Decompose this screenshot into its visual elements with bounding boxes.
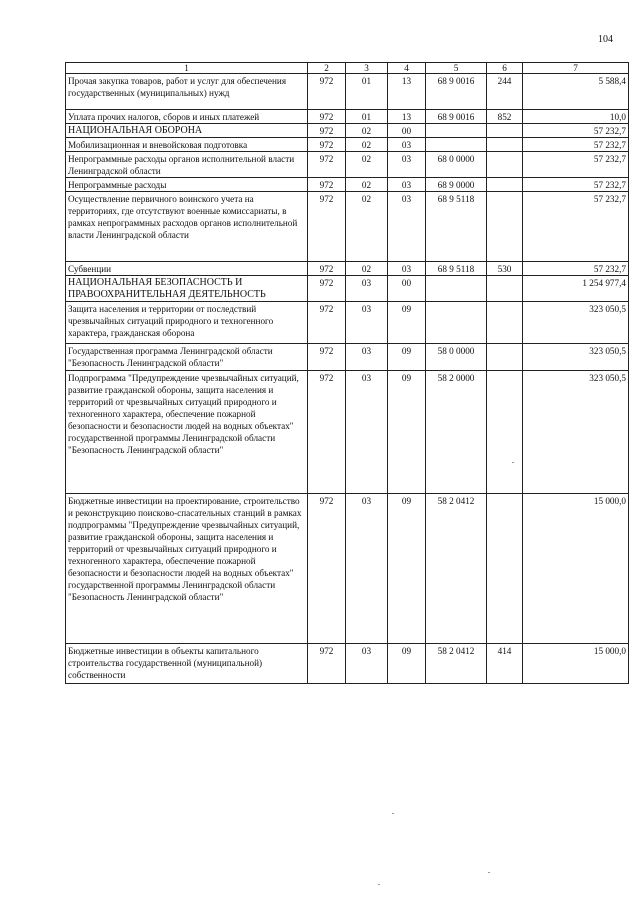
section-code: 02 (346, 138, 388, 152)
subsection-code: 09 (388, 344, 426, 371)
column-header: 3 (346, 63, 388, 74)
budget-item-name: НАЦИОНАЛЬНАЯ БЕЗОПАСНОСТЬ И ПРАВООХРАНИТЕЛЬНАЯ ДЕЯТЕЛЬНОСТЬ (66, 276, 308, 302)
subsection-code: 00 (388, 124, 426, 138)
budget-item-name: Осуществление первичного воинского учета на территориях, где отсутствуют военные комиссариаты, в рамках непрограммных расходов органов исполнительной власти Ленинградской области (66, 192, 308, 262)
target-article-code (426, 276, 487, 302)
table-row (66, 344, 629, 371)
target-article-code: 68 9 0000 (426, 178, 487, 192)
subsection-code: 13 (388, 110, 426, 124)
amount: 15 000,0 (523, 644, 629, 684)
budget-item-name: Государственная программа Ленинградской области "Безопасность Ленинградской области" (66, 344, 308, 371)
target-article-code: 58 0 0000 (426, 344, 487, 371)
target-article-code: 68 0 0000 (426, 152, 487, 178)
table-row (66, 644, 629, 684)
subsection-code: 09 (388, 371, 426, 494)
subsection-code: 03 (388, 152, 426, 178)
ministry-code: 972 (308, 124, 346, 138)
budget-item-name: Мобилизационная и вневойсковая подготовка (66, 138, 308, 152)
table-row (66, 74, 629, 110)
ministry-code: 972 (308, 644, 346, 684)
target-article-code: 58 2 0000 (426, 371, 487, 494)
budget-item-name: Бюджетные инвестиции в объекты капитального строительства государственной (муниципальной) собственности (66, 644, 308, 684)
table-row (66, 152, 629, 178)
target-article-code (426, 138, 487, 152)
column-header: 6 (487, 63, 523, 74)
column-header: 1 (66, 63, 308, 74)
ministry-code: 972 (308, 494, 346, 644)
column-header: 5 (426, 63, 487, 74)
column-header: 2 (308, 63, 346, 74)
expense-type-code (487, 152, 523, 178)
scan-speck (512, 462, 514, 463)
subsection-code: 09 (388, 302, 426, 344)
ministry-code: 972 (308, 178, 346, 192)
table-body (66, 74, 629, 684)
table-row (66, 110, 629, 124)
target-article-code: 68 9 0016 (426, 74, 487, 110)
subsection-code: 09 (388, 644, 426, 684)
scan-speck (392, 813, 394, 814)
budget-item-name: НАЦИОНАЛЬНАЯ ОБОРОНА (66, 124, 308, 138)
target-article-code (426, 124, 487, 138)
amount: 323 050,5 (523, 302, 629, 344)
section-code: 03 (346, 302, 388, 344)
ministry-code: 972 (308, 192, 346, 262)
amount: 323 050,5 (523, 371, 629, 494)
table-row (66, 124, 629, 138)
budget-item-name: Непрограммные расходы органов исполнительной власти Ленинградской области (66, 152, 308, 178)
ministry-code: 972 (308, 276, 346, 302)
amount: 57 232,7 (523, 152, 629, 178)
expense-type-code (487, 302, 523, 344)
section-code: 02 (346, 192, 388, 262)
expense-type-code: 852 (487, 110, 523, 124)
ministry-code: 972 (308, 138, 346, 152)
target-article-code: 68 9 5118 (426, 192, 487, 262)
ministry-code: 972 (308, 344, 346, 371)
expense-type-code: 414 (487, 644, 523, 684)
amount: 57 232,7 (523, 178, 629, 192)
section-code: 02 (346, 262, 388, 276)
ministry-code: 972 (308, 152, 346, 178)
section-code: 03 (346, 644, 388, 684)
expense-type-code (487, 276, 523, 302)
expense-type-code: 244 (487, 74, 523, 110)
amount: 10,0 (523, 110, 629, 124)
target-article-code (426, 302, 487, 344)
scan-speck (488, 872, 490, 873)
budget-item-name: Защита населения и территории от последствий чрезвычайных ситуаций природного и техногенного характера, гражданская оборона (66, 302, 308, 344)
column-header: 4 (388, 63, 426, 74)
expense-type-code (487, 138, 523, 152)
section-code: 03 (346, 494, 388, 644)
subsection-code: 03 (388, 178, 426, 192)
budget-item-name: Прочая закупка товаров, работ и услуг для обеспечения государственных (муниципальных) нужд (66, 74, 308, 110)
amount: 57 232,7 (523, 192, 629, 262)
amount: 5 588,4 (523, 74, 629, 110)
page-number: 104 (598, 34, 613, 45)
amount: 15 000,0 (523, 494, 629, 644)
subsection-code: 13 (388, 74, 426, 110)
section-code: 03 (346, 276, 388, 302)
table-row (66, 494, 629, 644)
budget-item-name: Подпрограмма "Предупреждение чрезвычайных ситуаций, развитие гражданской обороны, защита населения и территорий от чрезвычайных ситуаций природного и техногенного характера, обеспечение пожарной безопасности и безопасности людей на водных объектах" государственной программы Ленинградской области "Безопасность Ленинградской области" (66, 371, 308, 494)
expense-type-code (487, 178, 523, 192)
table-row (66, 262, 629, 276)
table-row (66, 371, 629, 494)
ministry-code: 972 (308, 302, 346, 344)
ministry-code: 972 (308, 74, 346, 110)
column-number-row (66, 63, 629, 74)
table-row (66, 138, 629, 152)
ministry-code: 972 (308, 110, 346, 124)
section-code: 02 (346, 124, 388, 138)
subsection-code: 03 (388, 138, 426, 152)
amount: 323 050,5 (523, 344, 629, 371)
expense-type-code (487, 344, 523, 371)
target-article-code: 58 2 0412 (426, 644, 487, 684)
subsection-code: 09 (388, 494, 426, 644)
expense-type-code (487, 494, 523, 644)
table-row (66, 302, 629, 344)
budget-item-name: Бюджетные инвестиции на проектирование, строительство и реконструкцию поисково-спасательных станций в рамках подпрограммы "Предупреждение чрезвычайных ситуаций, развитие гражданской обороны, защита населения и территорий от чрезвычайных ситуаций природного и техногенного характера, обеспечение пожарной безопасности и безопасности людей на водных объектах" государственной программы Ленинградской области "Безопасность Ленинградской области" (66, 494, 308, 644)
budget-item-name: Непрограммные расходы (66, 178, 308, 192)
expense-type-code (487, 192, 523, 262)
amount: 57 232,7 (523, 262, 629, 276)
table-row (66, 178, 629, 192)
amount: 1 254 977,4 (523, 276, 629, 302)
table-row (66, 192, 629, 262)
amount: 57 232,7 (523, 124, 629, 138)
scan-speck (378, 884, 380, 885)
expense-type-code (487, 371, 523, 494)
section-code: 03 (346, 344, 388, 371)
expense-type-code: 530 (487, 262, 523, 276)
ministry-code: 972 (308, 262, 346, 276)
target-article-code: 68 9 5118 (426, 262, 487, 276)
subsection-code: 00 (388, 276, 426, 302)
section-code: 03 (346, 371, 388, 494)
section-code: 01 (346, 110, 388, 124)
section-code: 02 (346, 152, 388, 178)
table-row (66, 276, 629, 302)
target-article-code: 58 2 0412 (426, 494, 487, 644)
column-header: 7 (523, 63, 629, 74)
target-article-code: 68 9 0016 (426, 110, 487, 124)
section-code: 01 (346, 74, 388, 110)
budget-item-name: Уплата прочих налогов, сборов и иных платежей (66, 110, 308, 124)
budget-item-name: Субвенции (66, 262, 308, 276)
subsection-code: 03 (388, 192, 426, 262)
amount: 57 232,7 (523, 138, 629, 152)
expense-type-code (487, 124, 523, 138)
ministry-code: 972 (308, 371, 346, 494)
subsection-code: 03 (388, 262, 426, 276)
budget-table (65, 62, 629, 684)
section-code: 02 (346, 178, 388, 192)
